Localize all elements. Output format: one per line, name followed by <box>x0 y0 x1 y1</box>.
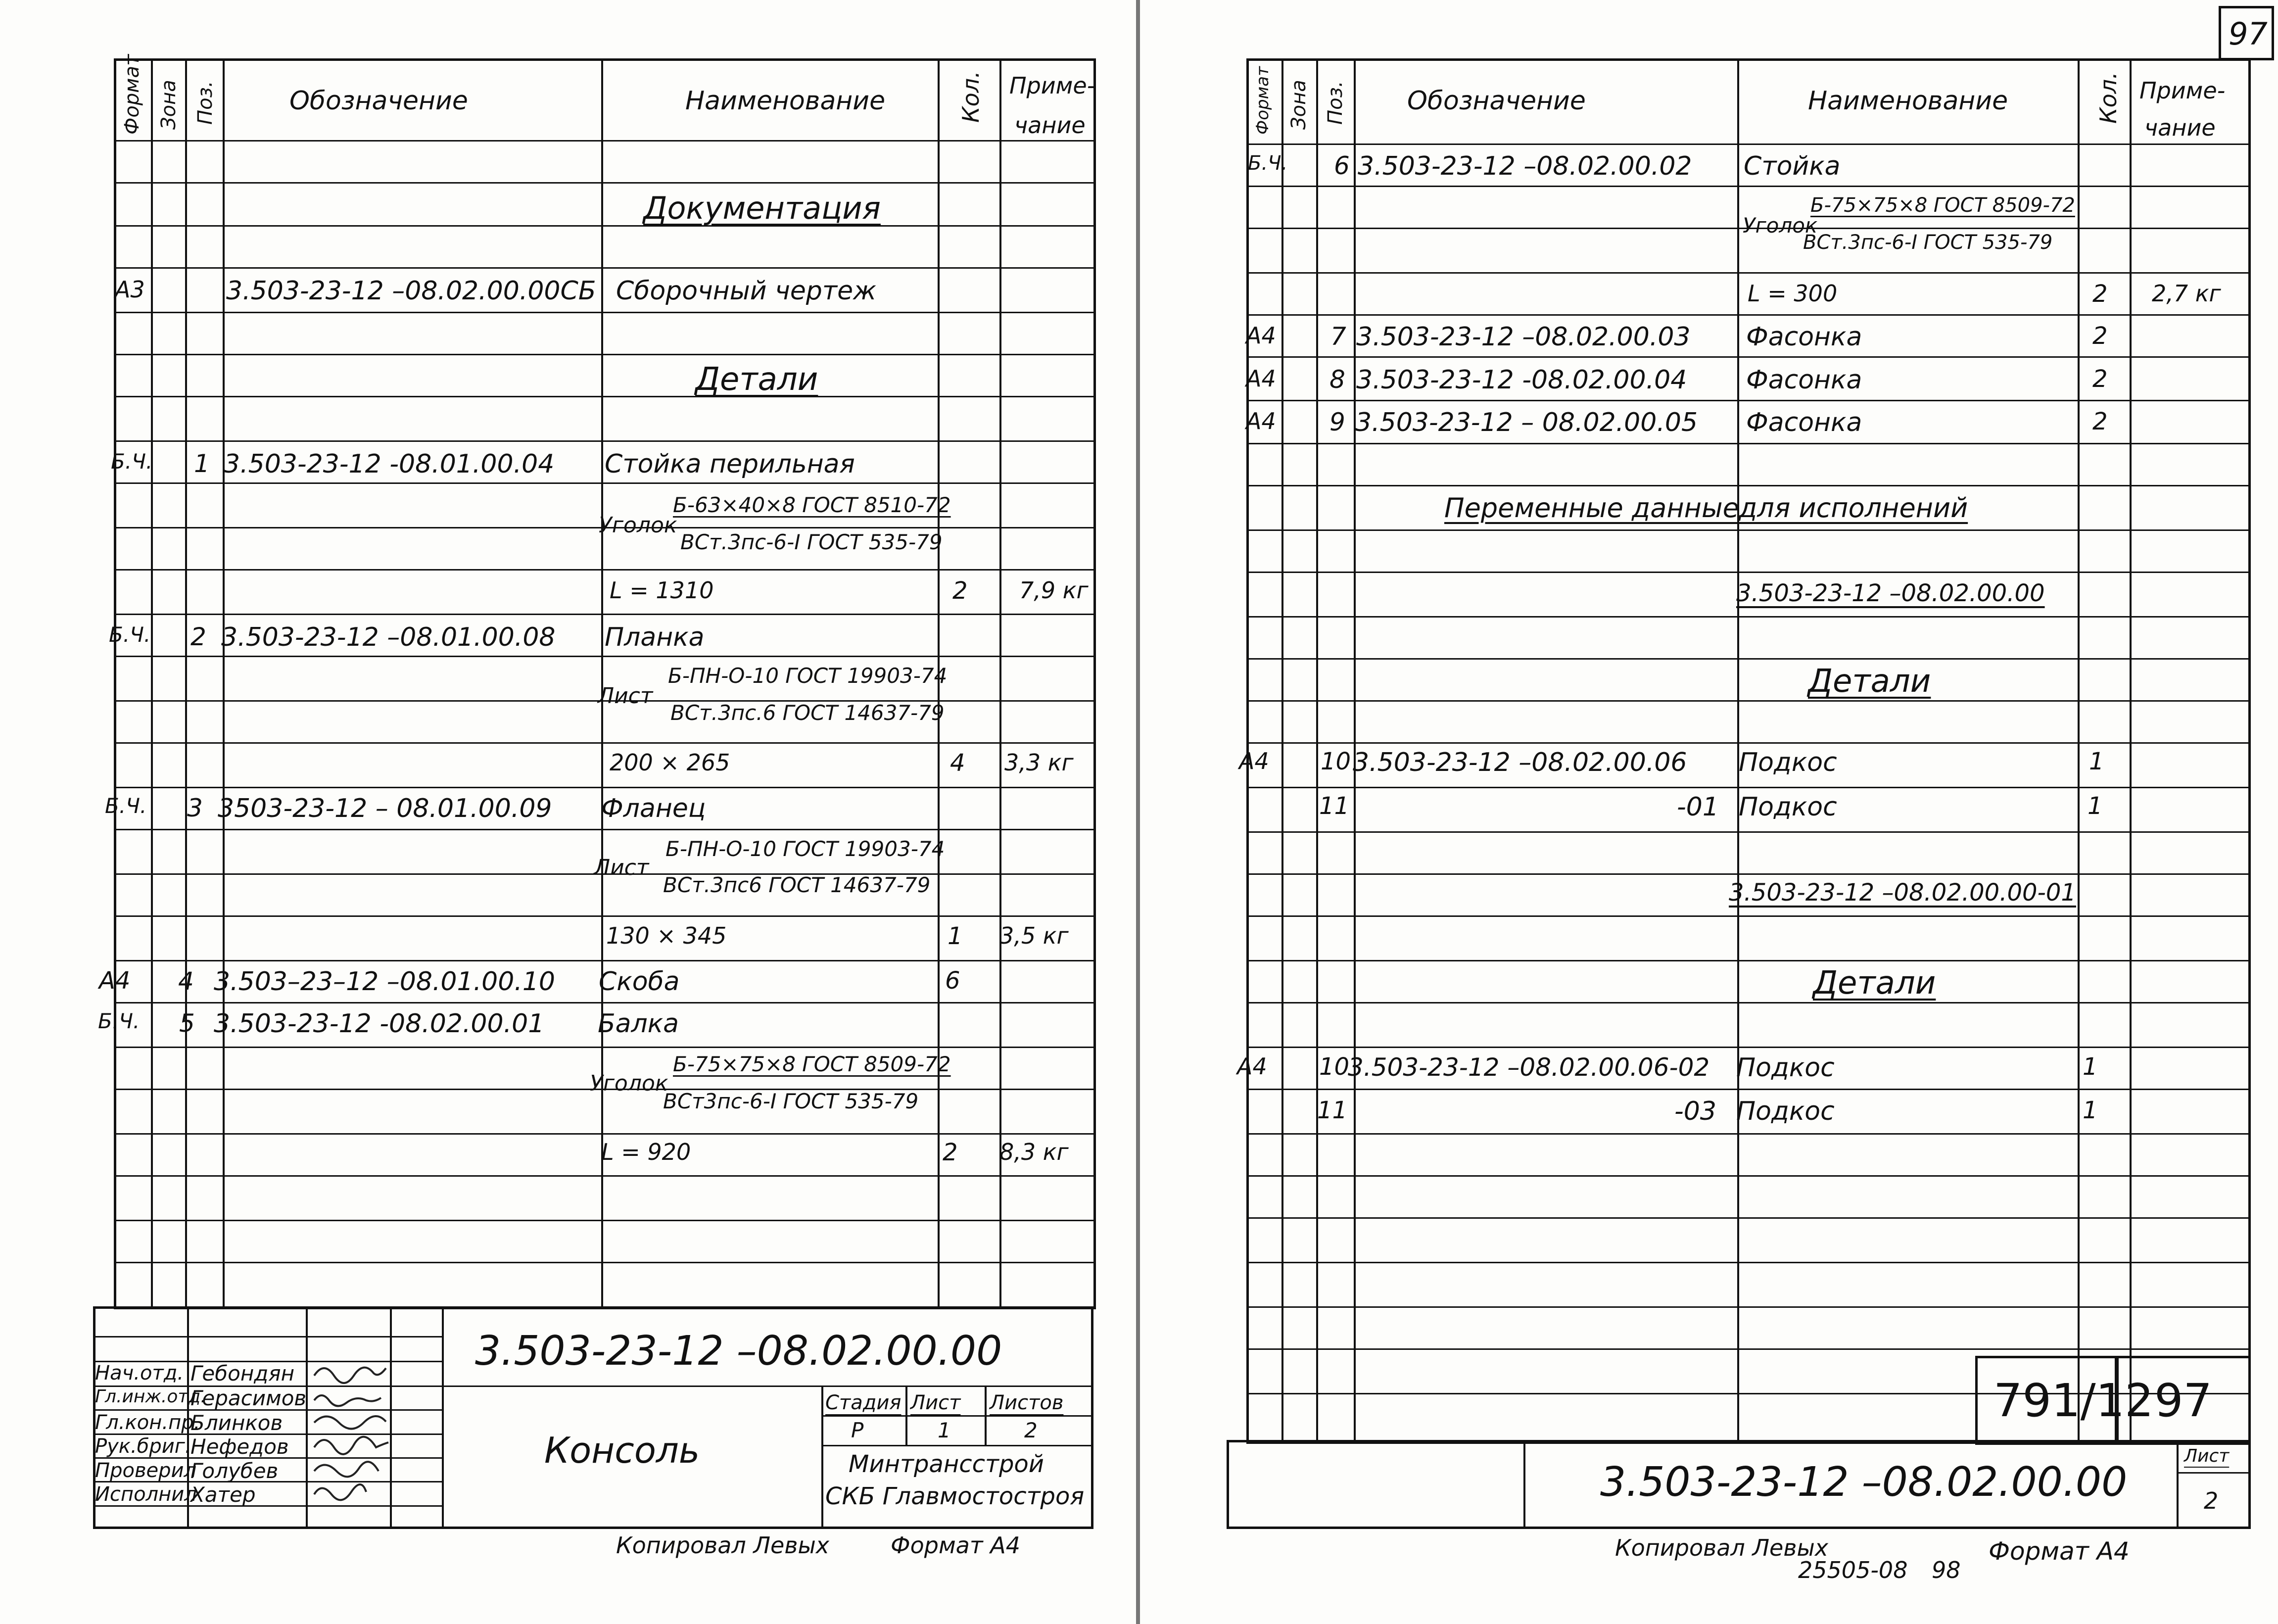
stamp-sheets: 2 <box>1024 1418 1038 1442</box>
section-details-a: Детали <box>1808 663 1931 700</box>
r10b-qty: 1 <box>2083 1053 2098 1081</box>
r9-format: А4 <box>1246 408 1276 434</box>
r9-qty: 2 <box>2092 408 2108 435</box>
r2-material-bottom: ВСт.3пс.6 ГОСТ 14637-79 <box>670 701 945 725</box>
header-format: Формат <box>121 54 143 135</box>
r5-format: Б.Ч. <box>98 1009 140 1033</box>
r8-name: Фасонка <box>1746 365 1862 395</box>
r7-pos: 7 <box>1330 322 1346 351</box>
stamp-sheet-label: Лист <box>910 1391 961 1414</box>
r-header-format: Формат <box>1253 66 1273 135</box>
stamp-page: 97 <box>2154 1374 2213 1427</box>
r6-name: Стойка <box>1744 151 1841 181</box>
r5-qty: 2 <box>943 1139 958 1166</box>
name-3: Блинков <box>190 1411 283 1435</box>
header-designation: Обозначение <box>289 86 468 116</box>
r5-material-label: Уголок <box>590 1071 668 1096</box>
r10a-name: Подкос <box>1739 748 1837 777</box>
r10b-format: А4 <box>1237 1053 1267 1080</box>
r1-pos: 1 <box>194 449 210 478</box>
r11b-qty: 1 <box>2083 1097 2098 1124</box>
r6-note: 2,7 кг <box>2152 280 2221 307</box>
stamp-org-1: Минтрансстрой <box>849 1450 1044 1478</box>
r-header-zone: Зона <box>1287 80 1310 130</box>
r5-size: L = 920 <box>601 1139 691 1165</box>
r6-material-label: Уголок <box>1743 213 1818 238</box>
variant-b: 3.503-23-12 –08.02.00.00-01 <box>1729 879 2076 907</box>
r2-size: 200 × 265 <box>610 749 730 776</box>
r11b-designation: -03 <box>1674 1097 1716 1126</box>
r1-designation: 3.503-23-12 -08.01.00.04 <box>224 449 555 479</box>
variant-a: 3.503-23-12 –08.02.00.00 <box>1736 579 2045 607</box>
r10b-pos: 10 <box>1319 1053 1350 1081</box>
header-qty: Кол. <box>957 71 984 123</box>
r10b-name: Подкос <box>1736 1053 1835 1083</box>
r5-material-top: Б-75×75×8 ГОСТ 8509-72 <box>673 1052 951 1076</box>
role-1: Нач.отд. <box>95 1362 184 1385</box>
r5-designation: 3.503-23-12 -08.02.00.01 <box>214 1009 545 1039</box>
r-header-note-1: Приме- <box>2139 77 2226 104</box>
r10b-designation: 3.503-23-12 –08.02.00.06-02 <box>1348 1053 1710 1082</box>
r1-material-top: Б-63×40×8 ГОСТ 8510-72 <box>673 493 951 517</box>
r8-format: А4 <box>1246 365 1276 392</box>
r4-qty: 6 <box>945 967 960 995</box>
right-stamp-sheet-label: Лист <box>2184 1446 2230 1466</box>
r1-material-bottom: ВСт.3пс-6-I ГОСТ 535-79 <box>680 530 943 554</box>
r6-size: L = 300 <box>1748 280 1838 307</box>
header-pos: Поз. <box>194 81 217 125</box>
r4-format: А4 <box>99 967 131 995</box>
r1-name: Стойка перильная <box>605 449 855 479</box>
r7-qty: 2 <box>2092 322 2108 350</box>
r-header-pos: Поз. <box>1324 81 1347 125</box>
header-name: Наименование <box>685 86 886 116</box>
r3-material-label: Лист <box>594 855 649 880</box>
left-footer-format: Формат А4 <box>891 1532 1020 1559</box>
header-zone: Зона <box>157 80 180 130</box>
r4-name: Скоба <box>599 967 680 997</box>
left-stamp-title: Консоль <box>544 1430 700 1471</box>
name-4: Нефедов <box>190 1434 289 1459</box>
row-a3-designation: 3.503-23-12 –08.02.00.00СБ <box>226 276 596 306</box>
r10a-pos: 10 <box>1321 748 1351 775</box>
r1-format: Б.Ч. <box>111 449 153 474</box>
right-stamp-sheet: 2 <box>2204 1487 2219 1514</box>
r2-pos: 2 <box>190 622 206 651</box>
r2-format: Б.Ч. <box>109 622 151 647</box>
left-footer-copied: Копировал Левых <box>616 1532 829 1559</box>
row-a3-format: А3 <box>115 276 145 303</box>
r5-material-bottom: ВСт3пс-6-I ГОСТ 535-79 <box>663 1089 919 1113</box>
role-5: Проверил <box>95 1459 197 1482</box>
stamp-sheet: 1 <box>938 1418 951 1442</box>
r10a-qty: 1 <box>2089 748 2104 775</box>
left-stamp-doc-number: 3.503-23-12 –08.02.00.00 <box>475 1328 1002 1375</box>
r2-qty: 4 <box>950 749 965 777</box>
r5-name: Балка <box>598 1009 679 1039</box>
inventory-number: 791/12 <box>1993 1374 2154 1427</box>
role-6: Исполнил <box>95 1483 197 1506</box>
r3-designation: 3503-23-12 – 08.01.00.09 <box>218 794 552 823</box>
stamp-stage: Р <box>851 1418 864 1442</box>
r9-pos: 9 <box>1329 408 1345 436</box>
r2-designation: 3.503-23-12 –08.01.00.08 <box>221 622 556 652</box>
r-header-name: Наименование <box>1808 86 2008 116</box>
r-header-note-2: чание <box>2144 114 2216 141</box>
stamp-stage-label: Стадия <box>825 1391 902 1414</box>
header-note-2: чание <box>1014 112 1086 139</box>
r9-name: Фасонка <box>1746 408 1862 437</box>
r11a-qty: 1 <box>2088 792 2103 820</box>
r4-designation: 3.503–23–12 –08.01.00.10 <box>214 967 555 997</box>
r11a-name: Подкос <box>1739 792 1837 822</box>
r3-pos: 3 <box>187 794 203 822</box>
r11a-pos: 11 <box>1319 792 1350 820</box>
r6-format: Б.Ч. <box>1248 152 1288 175</box>
role-2: Гл.инж.отд. <box>95 1386 206 1407</box>
r11b-pos: 11 <box>1317 1097 1348 1124</box>
r10a-format: А4 <box>1239 748 1269 774</box>
right-footer-format: Формат А4 <box>1989 1537 2130 1566</box>
name-2: Герасимов <box>190 1386 307 1410</box>
row-a3-name: Сборочный чертеж <box>616 276 876 306</box>
r1-qty: 2 <box>952 577 968 605</box>
section-documentation: Документация <box>643 190 881 226</box>
r6-qty: 2 <box>2092 280 2108 308</box>
r7-name: Фасонка <box>1746 322 1862 352</box>
r3-name: Фланец <box>601 794 706 823</box>
r7-format: А4 <box>1246 322 1276 349</box>
signatures-graphic <box>309 1358 393 1507</box>
page-divider <box>1136 0 1140 1624</box>
r3-format: Б.Ч. <box>105 794 147 818</box>
r2-material-label: Лист <box>598 683 653 709</box>
r2-name: Планка <box>605 622 705 652</box>
r-header-qty: Кол. <box>2095 72 2122 124</box>
r3-size: 130 × 345 <box>606 922 727 949</box>
r6-pos: 6 <box>1334 151 1350 180</box>
r3-material-bottom: ВСт.3пс6 ГОСТ 14637-79 <box>663 873 931 897</box>
r8-designation: 3.503-23-12 -08.02.00.04 <box>1356 365 1687 395</box>
r1-size: L = 1310 <box>610 577 714 604</box>
r7-designation: 3.503-23-12 –08.02.00.03 <box>1356 322 1691 352</box>
r9-designation: 3.503-23-12 – 08.02.00.05 <box>1355 408 1698 437</box>
header-note-1: Приме- <box>1009 72 1095 99</box>
right-sheet <box>1140 0 2278 1624</box>
role-4: Рук.бриг. <box>95 1435 191 1458</box>
r3-qty: 1 <box>948 922 963 950</box>
r11b-name: Подкос <box>1736 1097 1835 1126</box>
r3-material-top: Б-ПН-О-10 ГОСТ 19903-74 <box>665 837 945 861</box>
r6-material-top: Б-75×75×8 ГОСТ 8509-72 <box>1810 194 2075 217</box>
r6-designation: 3.503-23-12 –08.02.00.02 <box>1358 151 1692 181</box>
r5-pos: 5 <box>179 1009 195 1038</box>
r6-material-bottom: ВСт.3пс-6-I ГОСТ 535-79 <box>1803 231 2053 254</box>
r8-qty: 2 <box>2092 365 2108 393</box>
name-1: Гебондян <box>190 1361 295 1385</box>
right-footer-copied: Копировал Левых <box>1615 1534 1828 1561</box>
r2-material-top: Б-ПН-О-10 ГОСТ 19903-74 <box>668 664 948 688</box>
name-5: Голубев <box>190 1459 279 1483</box>
section-details-b: Детали <box>1813 965 1936 1002</box>
r1-material-label: Уголок <box>599 513 677 538</box>
variable-data-2: для исполнений <box>1739 492 1968 524</box>
r5-note: 8,3 кг <box>999 1139 1069 1165</box>
r4-pos: 4 <box>178 967 194 996</box>
right-stamp-doc-number: 3.503-23-12 –08.02.00.00 <box>1600 1459 2128 1506</box>
variable-data-1: Переменные данные <box>1444 492 1739 524</box>
r11a-designation: -01 <box>1677 792 1719 822</box>
r1-note: 7,9 кг <box>1019 577 1089 604</box>
stamp-sheets-label: Листов <box>990 1391 1064 1414</box>
r3-note: 3,5 кг <box>999 922 1069 949</box>
left-sheet <box>0 0 1136 1624</box>
r8-pos: 8 <box>1329 365 1345 394</box>
r2-note: 3,3 кг <box>1004 749 1074 776</box>
name-6: Хатер <box>190 1482 256 1507</box>
stamp-org-2: СКБ Главмостостроя <box>825 1482 1085 1510</box>
right-footer-ref-page: 98 <box>1932 1557 1961 1583</box>
r10a-designation: 3.503-23-12 –08.02.00.06 <box>1353 748 1687 777</box>
right-footer-ref: 25505-08 <box>1798 1557 1908 1583</box>
page-number: 97 <box>2229 16 2268 52</box>
role-3: Гл.кон.пр. <box>95 1411 200 1434</box>
r-header-designation: Обозначение <box>1407 86 1586 116</box>
section-details: Детали <box>695 361 818 398</box>
